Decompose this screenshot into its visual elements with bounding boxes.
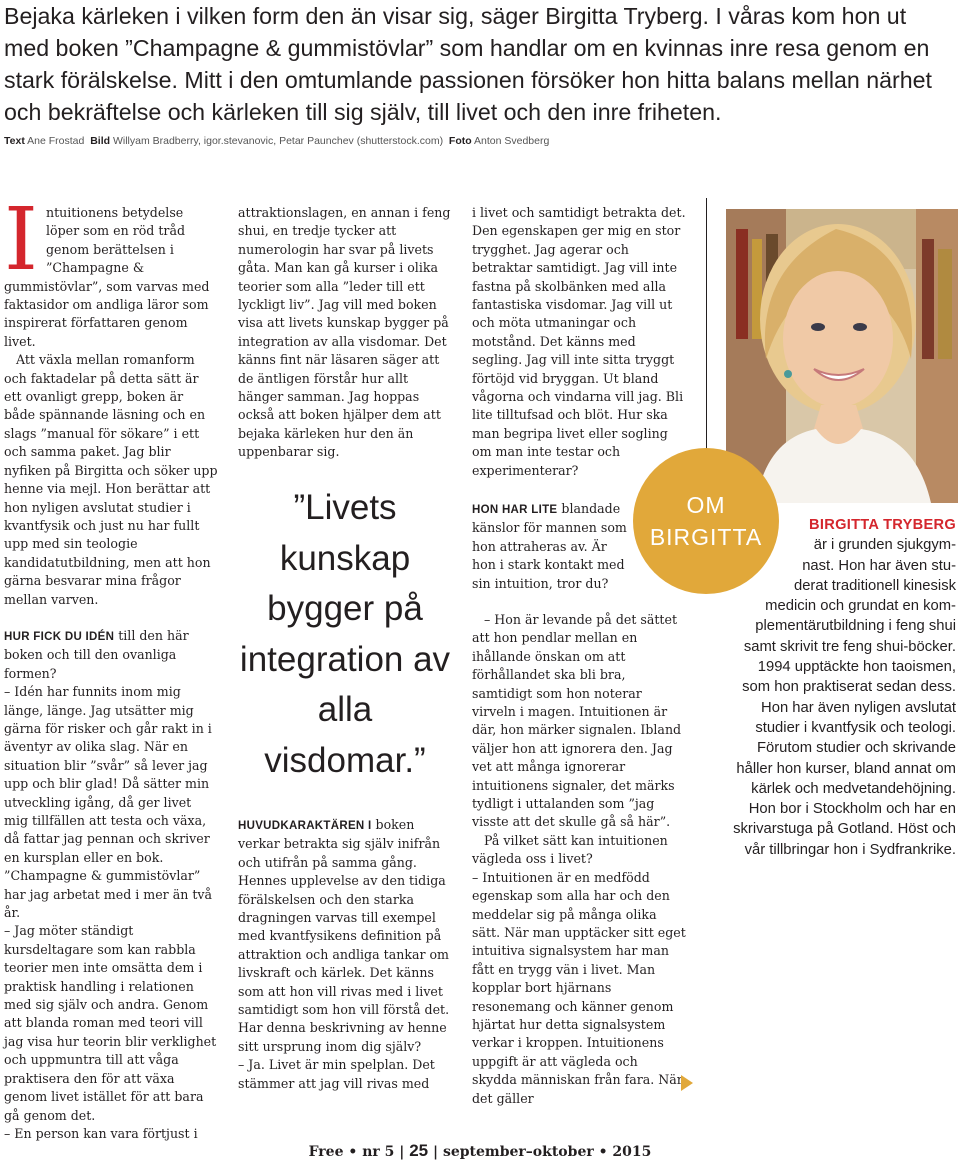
col1-paragraph-6: – En person kan vara förtjust i [4, 1125, 198, 1141]
bio-line: 1994 upptäckte hon taoismen, [757, 659, 956, 676]
page-footer: Free • nr 5 | 25 | september–oktober • 2015 [308, 1141, 652, 1160]
col3-question-1-text: blandade känslor för mannen som hon attraheras av. Är hon i stark kontakt med sin intuition, tror du? [472, 501, 627, 591]
footer-date: september–oktober • 2015 [442, 1144, 652, 1160]
author-portrait [726, 209, 958, 503]
col1-paragraph-1-text: ntuitionens betydelse löper som en röd tråd genom berättelsen i ”Champagne & gummistövlar”, som varvas med faktasidor om andliga läror som inspirerat författaren genom livet. [4, 205, 210, 349]
col2-paragraph-1: attraktionslagen, en annan i feng shui, en tredje tycker att numerologin har svar på livets gåta. Man kan gå kurser i olika teorier som alla ”leder till ett lyckligt liv”. Jag vill med boken visa att livets kunskap bygger på integration av alla visdomar. Det känns fint när läsaren säger att de äntligen förstår hur allt hänger samman. Jag hoppas också att boken hjälper dem att bejaka kärleken hur den än uppenbarar sig. [238, 205, 451, 460]
bio-line: kärlek och medvetandehöjning. [751, 780, 956, 797]
author-name: BIRGITTA TRYBERG [809, 517, 956, 533]
bio-line: som hon praktiserat sedan dess. [742, 679, 956, 696]
author-bio [700, 515, 956, 860]
continue-arrow-icon [681, 1075, 693, 1091]
bio-line: vår tillbringar hon i Sydfrankrike. [744, 841, 956, 858]
col1-question-1 [4, 627, 218, 683]
credits-text-label: Text [4, 135, 25, 147]
badge-line-2: BIRGITTA [649, 524, 763, 550]
credits-line [4, 135, 954, 147]
bio-line: Hon bor i Stockholm och har en [748, 801, 956, 818]
bio-line: skrivarstuga på Gotland. Höst och [733, 821, 956, 838]
col3-subhead: HON HAR LITE [472, 504, 558, 516]
bio-line: nast. Hon har även stu- [802, 557, 956, 574]
col1-paragraph-1 [4, 190, 218, 351]
col1-question-1-text: till den här boken och till den ovanliga formen? [4, 627, 189, 681]
col3-question-1 [472, 500, 632, 593]
intro-deck: Bejaka kärleken i vilken form den än visar sig, säger Birgitta Tryberg. I våras kom hon ut med boken ”Champagne & gummistövlar” som handlar om en kvinnas inre resa genom en stark förälskelse. Mitt i den omtumlande passionen försöker hon hitta balans mellan närhet och bekräftelse och kärleken till sig själv, till livet och den inre friheten. [4, 3, 932, 125]
badge-line-1: OM [686, 492, 726, 518]
footer-magazine: Free [308, 1144, 344, 1160]
col2-subhead: HUVUDKARAKTÄREN I [238, 820, 372, 832]
pull-quote: ”Livets kunskap bygger på integration av alla visdomar.” [239, 488, 451, 780]
credits-photo-value: Anton Svedberg [474, 135, 550, 147]
bio-line: Förutom studier och skrivande [756, 740, 956, 757]
col1-paragraph-2: Att växla mellan romanform och faktadelar på detta sätt är ett ovanligt grepp, boken är både spännande läsning och en slags ”manual för sökare” i ett och samma paket. Jag blir nyfiken på Birgitta och söker upp henne via mejl. Hon berättar att hon nyligen avslutat studier i kvantfysik och just nu har fullt upp med sin teologie kandidatutbildning, men att hon gärna besvarar mina frågor mellan varven. [4, 352, 218, 607]
col2-question [238, 816, 452, 1056]
article-column-2-lower [238, 816, 452, 1093]
drop-cap: I [4, 190, 38, 290]
col2-paragraph-3: – Ja. Livet är min spelplan. Det stämmer att jag vill rivas med [238, 1057, 435, 1091]
page-number: 25 [409, 1141, 429, 1160]
col3-paragraph-5: – Intuitionen är en medfödd egenskap som alla har och den meddelar sig på många olika sätt. När man upptäcker sitt eget intuitiva signalsystem har man fått en trygg vän i livet. Man kopplar bort hjärnans resonemang och känner genom hjärtat hur detta signalsystem verkar i kroppen. Intuitionens uppgift är att vägleda och skydda människan från fara. När det gäller [472, 869, 686, 1106]
article-column-3 [472, 204, 686, 480]
bio-line: Hon har även nyligen avslutat [761, 699, 956, 716]
col3-paragraph-3: – Hon är levande på det sättet att hon pendlar mellan en ihållande önskan om att förhållandet ska bli bra, samtidigt som hon noterar virveln i magen. Intuitionen är där, hon märker signalen. Ibland väljer hon att ignorera den. Jag vet att många ignorerar intuitionens signaler, det märks tydligt i uttalanden som ”jag visste att det skulle gå så här”. [472, 612, 682, 830]
article-column-1 [4, 190, 218, 1143]
article-column-3-lower [472, 500, 632, 593]
credits-image-value: Willyam Bradberry, igor.stevanovic, Petar Paunchev (shutterstock.com) [112, 135, 444, 147]
bio-line: derat traditionell kinesisk [793, 577, 956, 594]
credits-text-value: Ane Frostad [27, 135, 85, 147]
col2-question-text: boken verkar betrakta sig själv inifrån och utifrån på samma gång. Hennes upplevelse av den tidiga förälskelsen och den starka dragningen varvas till exempel med kvantfysikens definition på attraktion och andliga tankar om livskraft och kärlek. Det känns som att hon vill rivas med i livet samtidigt som hon vill förstå det. Har denna beskrivning av henne sitt ursprung inom dig själv? [238, 817, 450, 1054]
col1-paragraph-5: – Jag möter ständigt kursdeltagare som kan rabbla teorier men inte omsätta dem i praktisk handling i relationen med sig själv och andra. Genom att blanda roman med teori vill jag visa hur teorin blir verklighet och uppmuntra till att våga praktisera den för att växa genom livet istället för att bara gå genom det. [4, 923, 217, 1123]
article-column-3-bottom [472, 611, 686, 1108]
col1-paragraph-4: – Idén har funnits inom mig länge, länge. Jag utsätter mig gärna för risker och går rakt in i äventyr av olika slag. När en situation blir ”svår” så lever jag upp och blir glad! Då sätter min utveckling igång, då ger livet mig tillfällen att testa och växa, då fattar jag pennan och skriver en kursplan eller en bok. ”Champagne & gummistövlar” har jag arbetat med i mer än två år. [4, 684, 213, 921]
bio-line: samt skrivit tre feng shui-böcker. [743, 638, 956, 655]
bio-line: studier i kvantfysik och teologi. [755, 719, 956, 736]
bio-line: plementärutbildning i feng shui [755, 618, 956, 635]
credits-image-label: Bild [90, 135, 111, 147]
col3-question-2: På vilket sätt kan intuitionen vägleda oss i livet? [472, 832, 668, 867]
article-column-2 [238, 204, 452, 462]
bio-line: håller hon kurser, bland annat om [736, 760, 956, 777]
footer-issue: nr 5 [362, 1144, 395, 1160]
credits-photo-label: Foto [448, 135, 472, 147]
bio-line: är i grunden sjukgym- [813, 537, 956, 554]
bio-line: medicin och grundat en kom- [765, 598, 956, 615]
col1-subhead: HUR FICK DU IDÉN [4, 630, 115, 643]
col3-paragraph-1: i livet och samtidigt betrakta det. Den egenskapen ger mig en stor trygghet. Jag agerar och betraktar samtidigt. Jag vill inte fastna på skolbänken med alla fantastiska visdomar. Jag vill ut och möta utmaningar och motstånd. Det känns med segling. Jag vill inte sitta tryggt förtöjd vid bryggan. Ut bland vågorna och vindarna vill jag. Bli lite tilltufsad och blöt. Hur ska man begripa livet eller sogling om man inte testar och experimenterar? [472, 205, 686, 478]
